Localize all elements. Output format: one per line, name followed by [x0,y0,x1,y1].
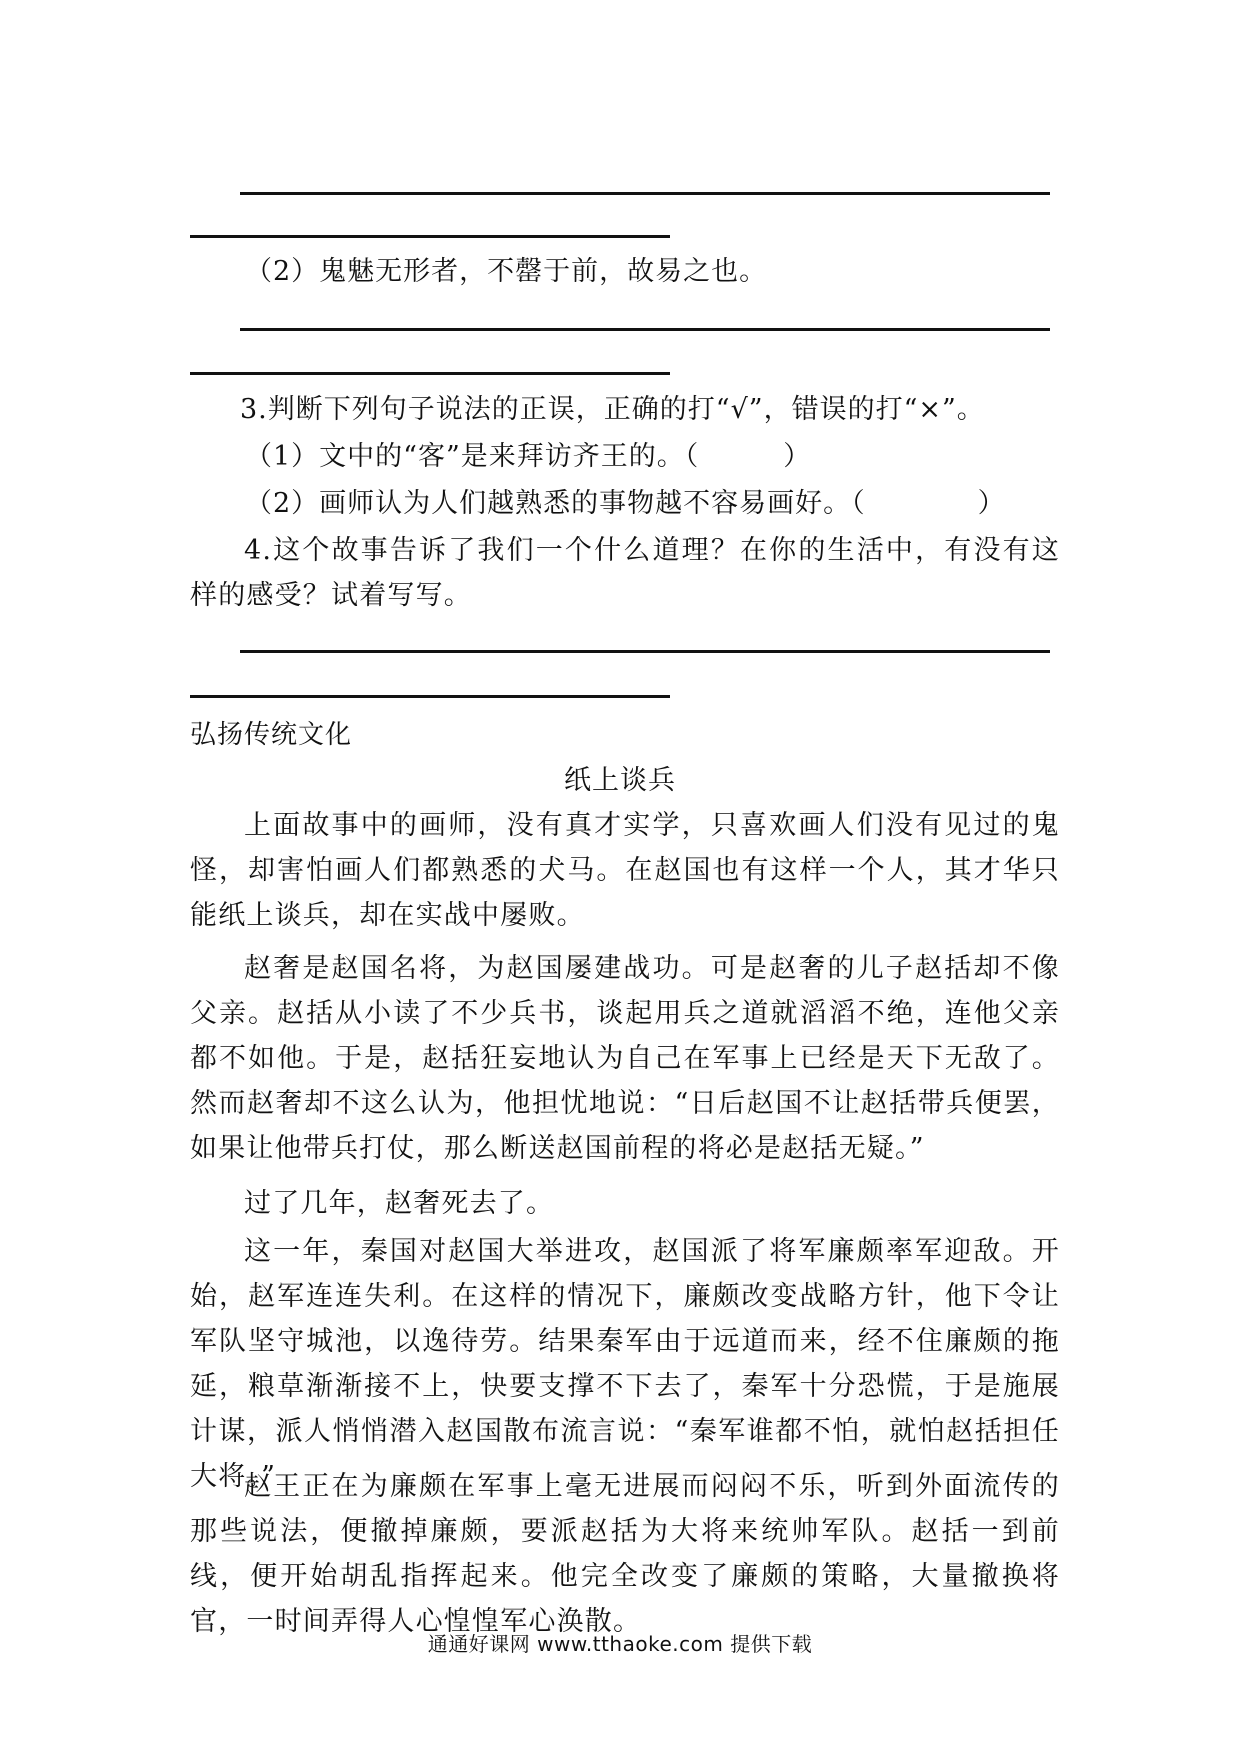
answer-line [190,372,670,375]
question-3-item-1: （1）文中的“客”是来拜访齐王的。（ ） [245,441,812,472]
paragraph-text: 这一年，秦国对赵国大举进攻，赵国派了将军廉颇率军迎敌。开始，赵军连连失利。在这样的情况下，廉颇改变战略方针，他下令让军队坚守城池，以逸待劳。结果秦军由于远道而来，经不住廉颇的拖延，粮草渐渐接不上，快要支撑不下去了，秦军十分恐慌，于是施展计谋，派人悄悄潜入赵国散布流言说：“秦军谁都不怕，就怕赵括担任大将。” [190,1236,1060,1492]
answer-line [240,328,1050,331]
paragraph-text: 上面故事中的画师，没有真才实学，只喜欢画人们没有见过的鬼怪，却害怕画人们都熟悉的犬马。在赵国也有这样一个人，其才华只能纸上谈兵，却在实战中屡败。 [190,810,1060,931]
question-4-prompt [190,528,1060,618]
answer-line [190,235,670,238]
story-title: 纸上谈兵 [564,765,676,796]
question-2-item-2: （2）鬼魅无形者，不罄于前，故易之也。 [245,256,768,287]
story-paragraph-2 [190,946,1060,1171]
paragraph-text: 赵王正在为廉颇在军事上毫无进展而闷闷不乐，听到外面流传的那些说法，便撤掉廉颇，要派赵括为大将来统帅军队。赵括一到前线，便开始胡乱指挥起来。他完全改变了廉颇的策略，大量撤换将官，一时间弄得人心惶惶军心涣散。 [190,1471,1060,1637]
question-4-text: 4.这个故事告诉了我们一个什么道理？在你的生活中，有没有这样的感受？试着写写。 [190,535,1060,611]
question-3-prompt: 3.判断下列句子说法的正误，正确的打“√”，错误的打“×”。 [240,394,985,425]
story-paragraph-4 [190,1229,1060,1499]
story-paragraph-3 [190,1181,1060,1226]
answer-line [240,192,1050,195]
paragraph-text: 赵奢是赵国名将，为赵国屡建战功。可是赵奢的儿子赵括却不像父亲。赵括从小读了不少兵书，谈起用兵之道就滔滔不绝，连他父亲都不如他。于是，赵括狂妄地认为自己在军事上已经是天下无敌了。然而赵奢却不这么认为，他担忧地说：“日后赵国不让赵括带兵便罢，如果让他带兵打仗，那么断送赵国前程的将必是赵括无疑。” [190,953,1060,1164]
answer-line [190,695,670,698]
answer-line [240,650,1050,653]
section-heading: 弘扬传统文化 [190,720,353,750]
story-paragraph-5 [190,1464,1060,1644]
story-paragraph-1 [190,803,1060,938]
page-footer: 通通好课网 www.tthaoke.com 提供下载 [427,1632,813,1656]
paragraph-text: 过了几年，赵奢死去了。 [244,1188,555,1219]
question-3-item-2: （2）画师认为人们越熟悉的事物越不容易画好。（ ） [245,488,1006,519]
